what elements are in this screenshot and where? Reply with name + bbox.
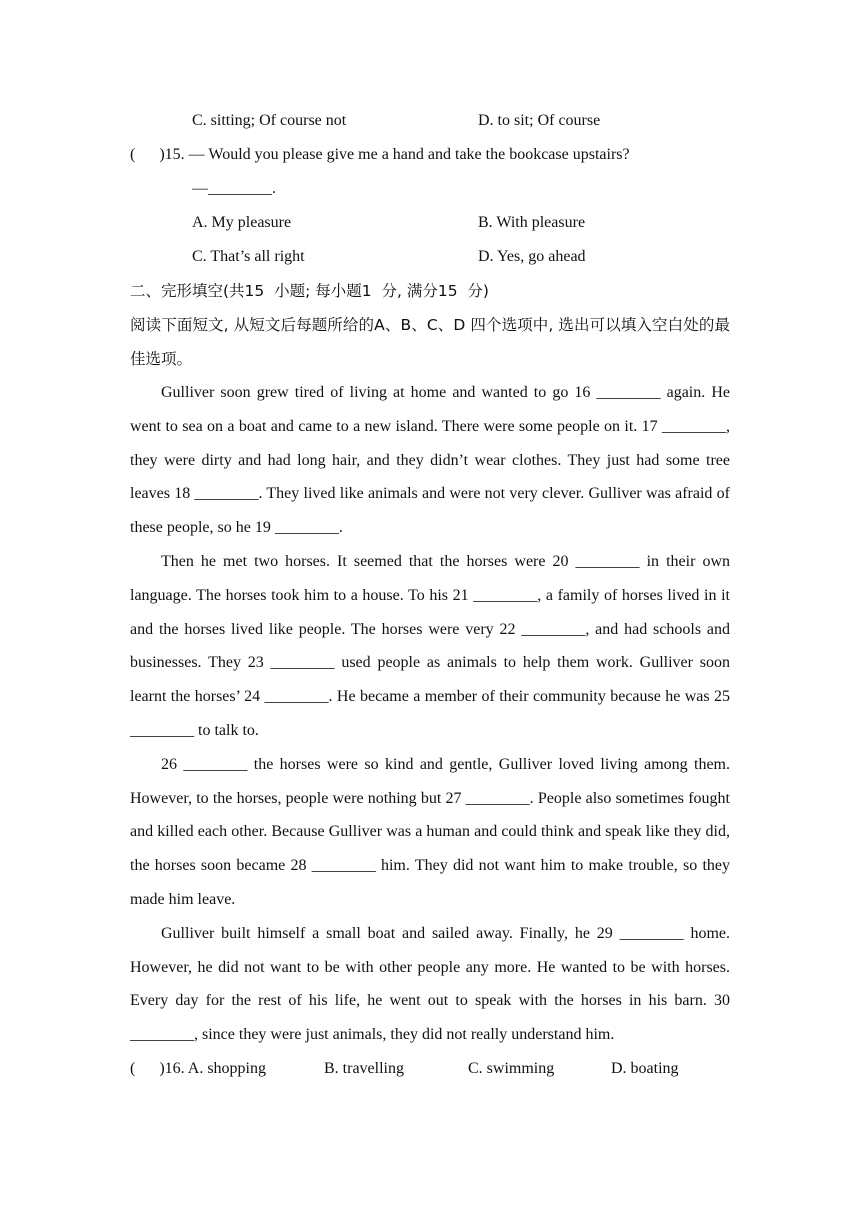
q15-stem: ( )15. — Would you please give me a hand and take the bookcase upstairs? xyxy=(130,146,630,163)
q15-option-d: D. Yes, go ahead xyxy=(478,248,586,265)
exam-page xyxy=(130,104,730,1086)
q15-options-cd xyxy=(130,240,730,274)
passage-paragraph-4: Gulliver built himself a small boat and sailed away. Finally, he 29 ________ home. However, he did not want to be with other people any more. He wanted to be with horses. Every day for the rest of his life, he went out to speak with the horses in his barn. 30 ________, since they were just animals, they did not really understand him. xyxy=(130,924,730,1044)
passage-paragraph-2: Then he met two horses. It seemed that the horses were 20 ________ in their own language. The horses took him to a house. To his 21 ________, a family of horses lived in it and the horses lived like people. The horses were very 22 ________, and had schools and businesses. They 23 ________ used people as animals to help them work. Gulliver soon learnt the horses’ 24 ________. He became a member of their community because he was 25 ________ to talk to. xyxy=(130,552,730,739)
q16-option-b: B. travelling xyxy=(324,1059,404,1077)
passage-paragraph-3: 26 ________ the horses were so kind and gentle, Gulliver loved living among them. However, to the horses, people were nothing but 27 ________. People also sometimes fought and killed each other. Because Gulliver was a human and could think and speak like they did, the horses soon became 28 ________ him. They did not want him to make trouble, so they made him leave. xyxy=(130,755,730,908)
q16-option-d: D. boating xyxy=(611,1059,679,1077)
q15-answer-line: —________. xyxy=(192,180,276,197)
q14-option-c: C. sitting; Of course not xyxy=(192,112,347,129)
q14-options-cd xyxy=(130,104,730,138)
q15-options-ab xyxy=(130,206,730,240)
q15-option-a: A. My pleasure xyxy=(192,214,292,231)
passage-paragraph-1: Gulliver soon grew tired of living at home and wanted to go 16 ________ again. He went to sea on a boat and came to a new island. There were some people on it. 17 ________, they were dirty and had long hair, and they didn’t wear clothes. They just had some tree leaves 18 ________. They lived like animals and were not very clever. Gulliver was afraid of these people, so he 19 ________. xyxy=(130,384,730,537)
q14-option-d: D. to sit; Of course xyxy=(478,112,601,129)
q15-option-c: C. That’s all right xyxy=(192,248,305,265)
q15-option-b: B. With pleasure xyxy=(478,214,586,231)
section-heading: 二、完形填空(共15 小题; 每小题1 分, 满分15 分) xyxy=(130,282,489,300)
q16-row xyxy=(130,1052,730,1086)
section-instruction: 阅读下面短文, 从短文后每题所给的A、B、C、D 四个选项中, 选出可以填入空白处的最佳选项。 xyxy=(130,316,730,368)
q16-option-c: C. swimming xyxy=(468,1059,555,1077)
q16-number-option-a: ( )16. A. shopping xyxy=(130,1059,266,1077)
